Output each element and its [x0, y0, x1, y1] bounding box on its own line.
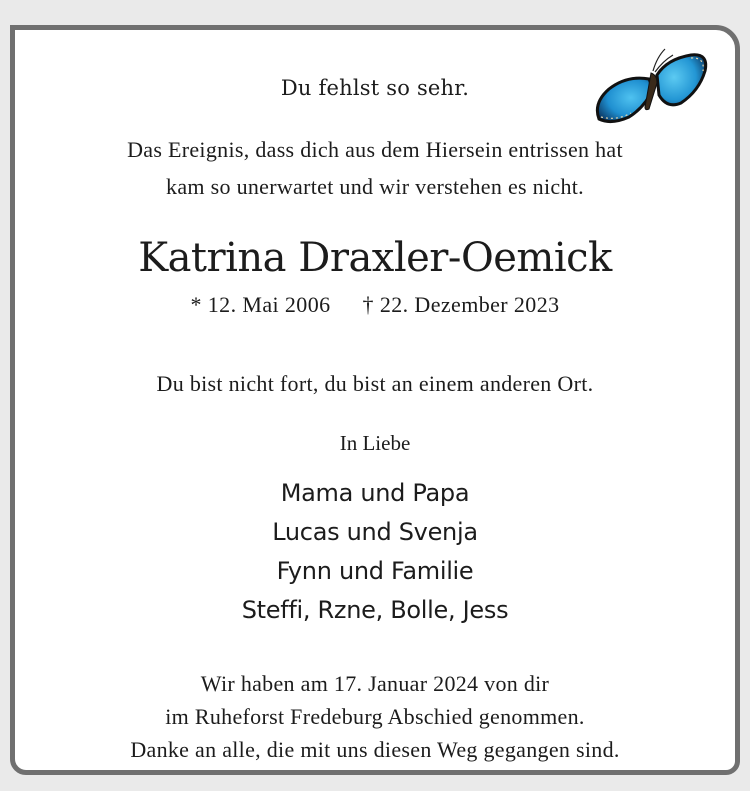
death-date: † 22. Dezember 2023 — [362, 292, 560, 317]
mourner: Lucas und Svenja — [272, 518, 478, 546]
mourner: Fynn und Familie — [276, 557, 474, 585]
life-dates — [15, 292, 735, 318]
quote: Du bist nicht fort, du bist an einem anderen Ort. — [156, 371, 594, 396]
mourner: Mama und Papa — [280, 479, 470, 507]
obituary-card — [10, 25, 740, 775]
deceased-name: Katrina Draxler-Oemick — [138, 235, 612, 281]
love-line: In Liebe — [339, 431, 411, 455]
closing-line-2: im Ruheforst Fredeburg Abschied genommen. — [165, 704, 585, 729]
closing-line-1: Wir haben am 17. Januar 2024 von dir — [200, 671, 550, 696]
headline: Du fehlst so sehr. — [280, 76, 470, 100]
birth-date: * 12. Mai 2006 — [190, 292, 331, 317]
butterfly-icon — [587, 45, 709, 127]
mourner: Steffi, Rzne, Bolle, Jess — [241, 596, 509, 624]
intro-line-1: Das Ereignis, dass dich aus dem Hiersein entrissen hat — [127, 137, 623, 162]
closing-line-3: Danke an alle, die mit uns diesen Weg gegangen sind. — [130, 737, 620, 762]
intro-line-2: kam so unerwartet und wir verstehen es nicht. — [166, 174, 584, 199]
